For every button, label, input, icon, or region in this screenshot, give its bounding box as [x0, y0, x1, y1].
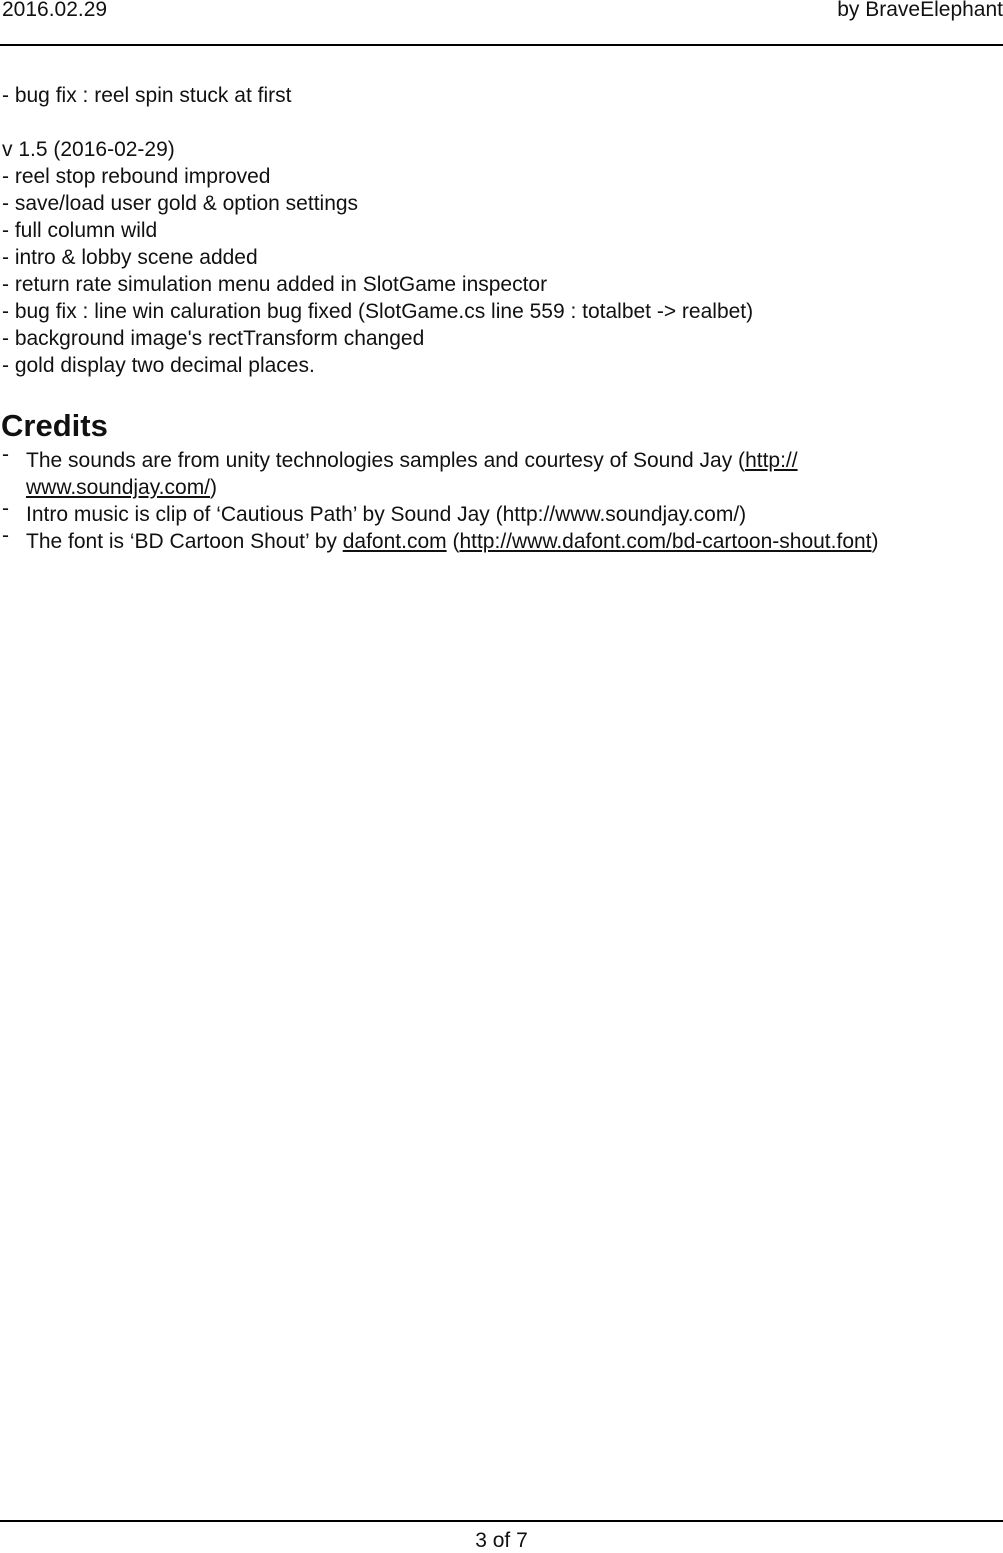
soundjay-link-part1[interactable]: http://: [745, 449, 798, 472]
credit-text: Intro music is clip of ‘Cautious Path’ by Sound Jay (http://www.soundjay.com/): [26, 503, 747, 526]
credit-text-mid: (: [446, 530, 460, 553]
header-author: by BraveElephant: [837, 0, 1003, 21]
changelog-item: - save/load user gold & option settings: [2, 192, 359, 215]
page-indicator: 3 of 7: [475, 1529, 528, 1552]
changelog-item: - intro & lobby scene added: [2, 246, 258, 269]
changelog-intro-line: - bug fix : reel spin stuck at first: [2, 84, 292, 107]
credit-text-suffix: ): [210, 476, 218, 499]
credit-text: [26, 530, 879, 554]
credit-text: [26, 476, 217, 500]
page-header: [0, 0, 1003, 46]
credit-text: [26, 449, 798, 473]
credits-heading: Credits: [1, 408, 108, 443]
bullet-dash: -: [2, 443, 9, 466]
credit-text-prefix: The font is ‘BD Cartoon Shout’ by: [26, 530, 343, 553]
changelog-item: - return rate simulation menu added in SlotGame inspector: [2, 273, 548, 296]
dafont-link[interactable]: dafont.com: [342, 530, 447, 553]
page-footer: [0, 1520, 1003, 1552]
changelog-item: - background image's rectTransform changed: [2, 327, 425, 350]
changelog-item: - bug fix : line win caluration bug fixed (SlotGame.cs line 559 : totalbet -> realbet): [2, 300, 754, 323]
credit-text-prefix: The sounds are from unity technologies samples and courtesy of Sound Jay (: [26, 449, 746, 472]
font-url-link[interactable]: http://www.dafont.com/bd-cartoon-shout.font: [459, 530, 872, 553]
bullet-dash: -: [2, 497, 9, 520]
soundjay-link-part2[interactable]: www.soundjay.com/: [26, 476, 211, 499]
changelog-item: - full column wild: [2, 219, 158, 242]
changelog-item: - reel stop rebound improved: [2, 165, 271, 188]
bullet-dash: -: [2, 524, 9, 547]
changelog-item: - gold display two decimal places.: [2, 354, 315, 377]
version-heading: v 1.5 (2016-02-29): [2, 138, 175, 161]
credit-text-suffix: ): [871, 530, 879, 553]
header-date: 2016.02.29: [2, 0, 108, 21]
